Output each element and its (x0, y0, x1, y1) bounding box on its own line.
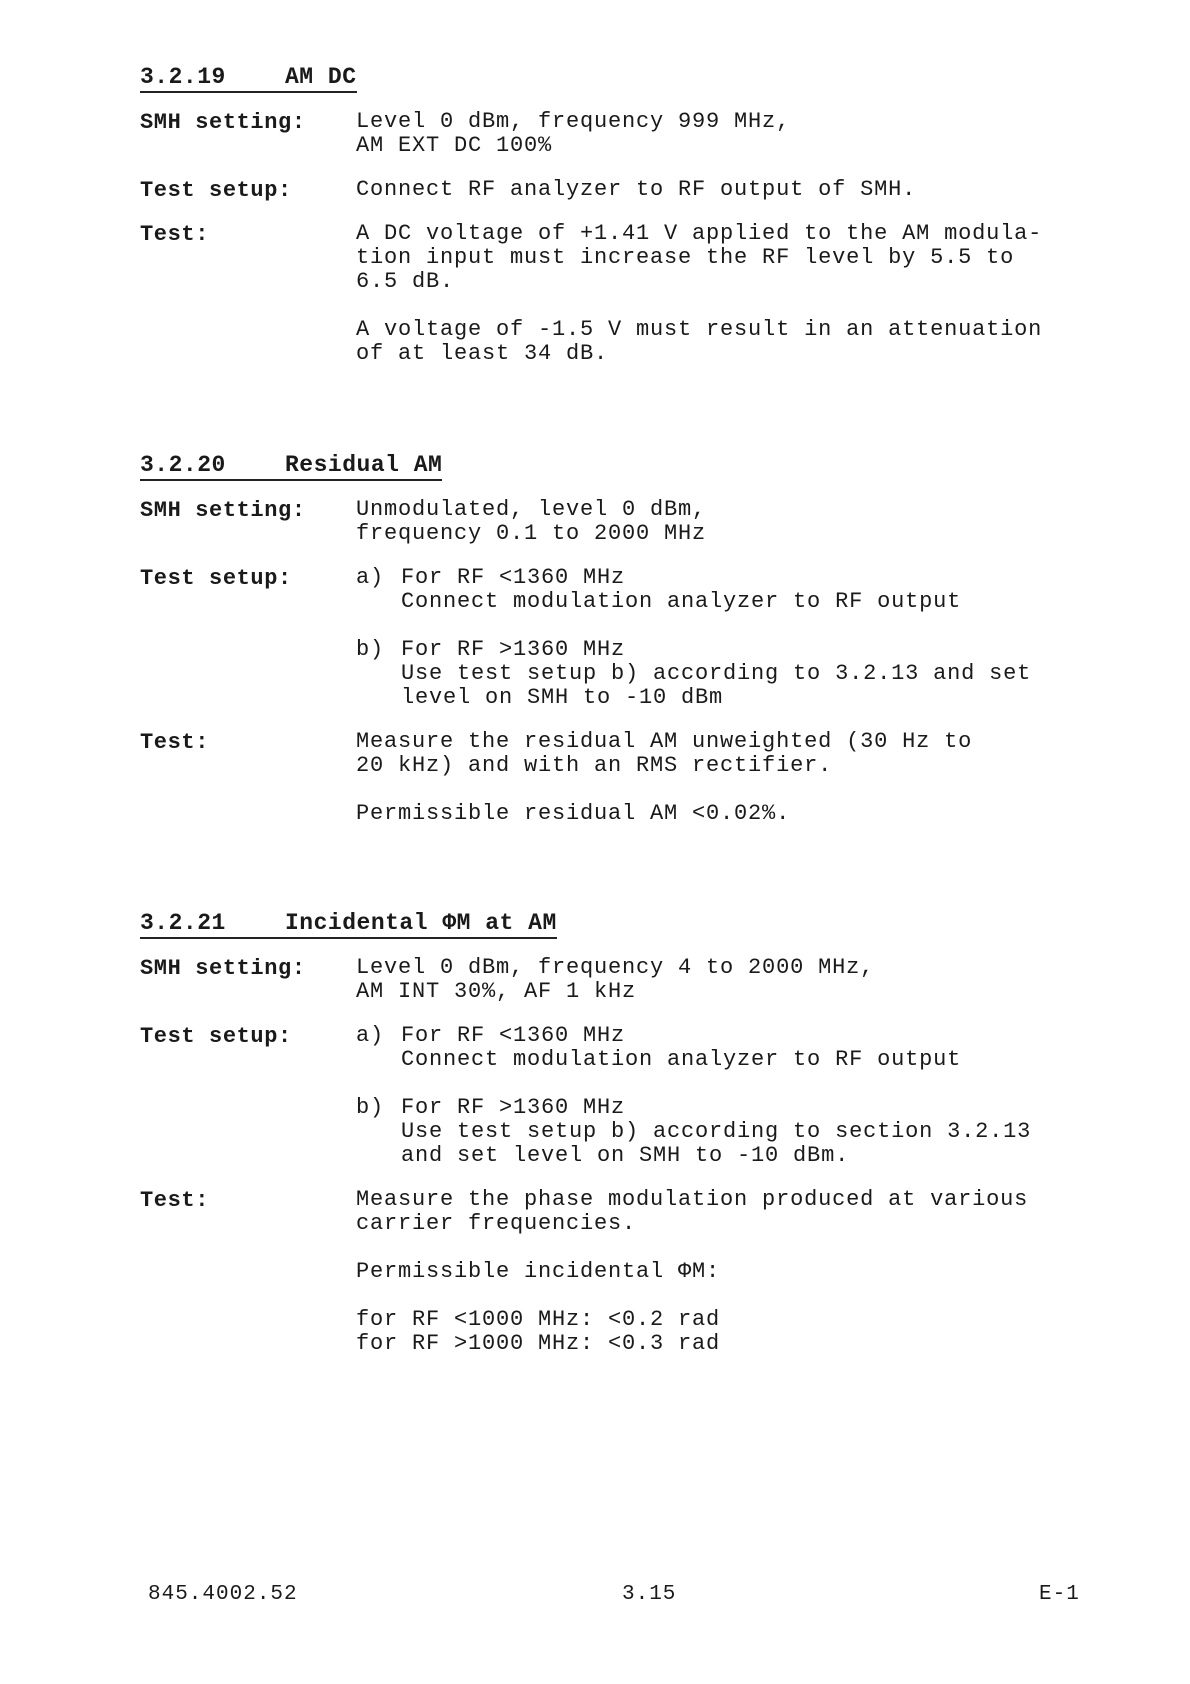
section-heading (140, 910, 557, 939)
setup-item-line: Use test setup b) according to section 3.2.13 (401, 1119, 1032, 1144)
section-3-2-21 (140, 910, 1100, 1356)
test-text-line: Permissible incidental ΦM: (356, 1259, 721, 1284)
section-3-2-19 (140, 64, 1100, 366)
test-text-line: A DC voltage of +1.41 V applied to the AM modula- (356, 221, 1043, 246)
test-text-line: Permissible residual AM <0.02%. (356, 801, 791, 826)
setup-item-mark: a) (356, 1023, 385, 1048)
test-text-line: Measure the phase modulation produced at various (356, 1187, 1029, 1212)
footer-page-number: 3.15 (622, 1583, 677, 1606)
section-number: 3.2.19 (140, 64, 226, 90)
setup-item-line: Connect modulation analyzer to RF output (401, 1047, 962, 1072)
setup-item-line: Use test setup b) according to 3.2.13 and set (401, 661, 1032, 686)
section-title: Incidental ΦM at AM (285, 910, 557, 936)
test-text-line: 20 kHz) and with an RMS rectifier. (356, 753, 833, 778)
smh-setting-row (140, 956, 1100, 1004)
smh-setting-line: AM INT 30%, AF 1 kHz (356, 979, 637, 1004)
smh-setting-row (140, 110, 1100, 158)
test-row (140, 222, 1100, 366)
smh-setting-label: SMH setting: (140, 498, 306, 523)
setup-item-line: For RF >1360 MHz (401, 637, 626, 662)
setup-item (356, 1024, 1096, 1072)
section-heading (140, 64, 357, 93)
test-setup-label: Test setup: (140, 1024, 292, 1049)
smh-setting-line: AM EXT DC 100% (356, 133, 553, 158)
test-setup-row (140, 1024, 1100, 1168)
setup-item (356, 638, 1096, 710)
setup-item-line: For RF <1360 MHz (401, 565, 626, 590)
setup-item (356, 1096, 1096, 1168)
test-text-line: A voltage of -1.5 V must result in an attenuation (356, 317, 1043, 342)
test-text-line: for RF <1000 MHz: <0.2 rad (356, 1307, 721, 1332)
setup-item-mark: b) (356, 1095, 385, 1120)
test-text-line: 6.5 dB. (356, 269, 455, 294)
section-number: 3.2.21 (140, 910, 226, 936)
footer-edition: E-1 (1039, 1583, 1080, 1606)
setup-item-line: level on SMH to -10 dBm (401, 685, 724, 710)
smh-setting-line: frequency 0.1 to 2000 MHz (356, 521, 707, 546)
test-text-line: Measure the residual AM unweighted (30 Hz to (356, 729, 973, 754)
test-text-line: carrier frequencies. (356, 1211, 637, 1236)
setup-item-mark: a) (356, 565, 385, 590)
section-title: Residual AM (285, 452, 443, 478)
test-setup-row (140, 178, 1100, 202)
smh-setting-line: Level 0 dBm, frequency 4 to 2000 MHz, (356, 955, 875, 980)
setup-item-line: Connect modulation analyzer to RF output (401, 589, 962, 614)
section-title: AM DC (285, 64, 357, 90)
test-setup-label: Test setup: (140, 178, 292, 203)
test-label: Test: (140, 1188, 210, 1213)
setup-item-line: For RF >1360 MHz (401, 1095, 626, 1120)
test-row (140, 730, 1100, 826)
footer-doc-number: 845.4002.52 (148, 1583, 298, 1606)
test-setup-row (140, 566, 1100, 710)
smh-setting-label: SMH setting: (140, 956, 306, 981)
test-label: Test: (140, 730, 210, 755)
smh-setting-row (140, 498, 1100, 546)
test-text-line: of at least 34 dB. (356, 341, 609, 366)
section-number: 3.2.20 (140, 452, 226, 478)
test-setup-label: Test setup: (140, 566, 292, 591)
setup-item-mark: b) (356, 637, 385, 662)
smh-setting-line: Unmodulated, level 0 dBm, (356, 497, 707, 522)
setup-item-line: For RF <1360 MHz (401, 1023, 626, 1048)
smh-setting-line: Level 0 dBm, frequency 999 MHz, (356, 109, 791, 134)
section-3-2-20 (140, 452, 1100, 826)
smh-setting-label: SMH setting: (140, 110, 306, 135)
test-text-line: for RF >1000 MHz: <0.3 rad (356, 1331, 721, 1356)
test-label: Test: (140, 222, 210, 247)
setup-item-line: and set level on SMH to -10 dBm. (401, 1143, 850, 1168)
test-text-line: tion input must increase the RF level by 5.5 to (356, 245, 1015, 270)
setup-item (356, 566, 1096, 614)
section-heading (140, 452, 442, 481)
test-row (140, 1188, 1100, 1356)
test-setup-text: Connect RF analyzer to RF output of SMH. (356, 177, 917, 202)
